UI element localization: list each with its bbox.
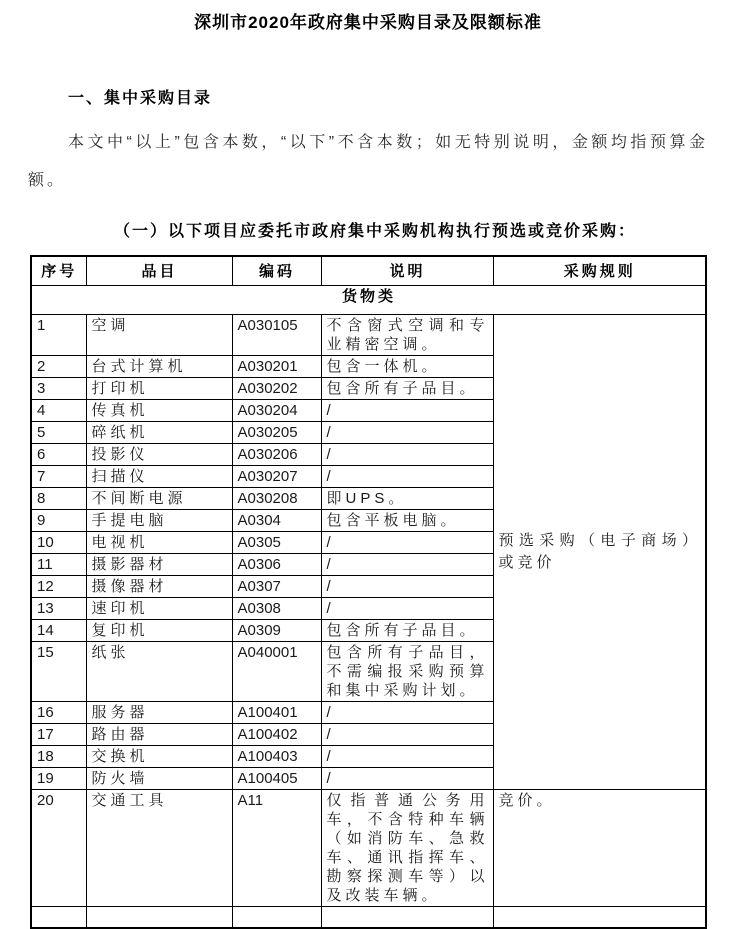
cell-description: 包含一体机。 [321, 356, 493, 378]
cell-serial-number: 5 [31, 422, 86, 444]
cell-item-code: A030205 [232, 422, 321, 444]
column-header-desc: 说明 [321, 256, 493, 286]
category-row [31, 286, 706, 315]
intro-paragraph: 本文中“以上”包含本数，“以下”不含本数；如无特别说明，金额均指预算金额。 [28, 134, 708, 189]
cell-description: 不含窗式空调和专业精密空调。 [321, 315, 493, 356]
cell-empty [86, 907, 232, 929]
cell-serial-number: 20 [31, 790, 86, 907]
cell-description: 包含平板电脑。 [321, 510, 493, 532]
cell-item-code: A030208 [232, 488, 321, 510]
cell-serial-number: 15 [31, 642, 86, 702]
cell-item-code: A0308 [232, 598, 321, 620]
subsection-heading: （一）以下项目应委托市政府集中采购机构执行预选或竞价采购： [114, 223, 637, 240]
cell-item-code: A030202 [232, 378, 321, 400]
cell-item-name: 防火墙 [86, 768, 232, 790]
cell-description: / [321, 554, 493, 576]
column-header-code: 编码 [232, 256, 321, 286]
cell-serial-number: 4 [31, 400, 86, 422]
cell-serial-number: 14 [31, 620, 86, 642]
cell-item-name: 传真机 [86, 400, 232, 422]
cell-item-code: A040001 [232, 642, 321, 702]
cell-item-name: 台式计算机 [86, 356, 232, 378]
column-header-rule: 采购规则 [493, 256, 706, 286]
cell-empty [31, 907, 86, 929]
cell-description: 即UPS。 [321, 488, 493, 510]
cell-description: 包含所有子品目。 [321, 378, 493, 400]
cell-serial-number: 12 [31, 576, 86, 598]
cell-serial-number: 1 [31, 315, 86, 356]
cell-item-code: A030201 [232, 356, 321, 378]
cell-item-name: 摄影器材 [86, 554, 232, 576]
cell-item-name: 手提电脑 [86, 510, 232, 532]
cell-item-name: 摄像器材 [86, 576, 232, 598]
cell-item-code: A030105 [232, 315, 321, 356]
cell-item-name: 电视机 [86, 532, 232, 554]
cell-item-code: A100405 [232, 768, 321, 790]
cell-empty [321, 907, 493, 929]
cell-serial-number: 18 [31, 746, 86, 768]
cell-description: / [321, 702, 493, 724]
cell-item-name: 打印机 [86, 378, 232, 400]
cell-serial-number: 3 [31, 378, 86, 400]
section-heading: 一、集中采购目录 [68, 90, 213, 107]
cell-description: 仅指普通公务用车，不含特种车辆（如消防车、急救车、通讯指挥车、勘察探测车等）以及改装车辆。 [321, 790, 493, 907]
cell-item-code: A100401 [232, 702, 321, 724]
cell-item-name: 服务器 [86, 702, 232, 724]
cell-item-code: A030204 [232, 400, 321, 422]
cell-item-code: A0309 [232, 620, 321, 642]
cell-item-code: A100403 [232, 746, 321, 768]
cell-empty [493, 907, 706, 929]
cell-serial-number: 2 [31, 356, 86, 378]
cell-item-code: A11 [232, 790, 321, 907]
cell-description: / [321, 466, 493, 488]
cell-serial-number: 8 [31, 488, 86, 510]
cell-serial-number: 9 [31, 510, 86, 532]
cell-item-name: 交换机 [86, 746, 232, 768]
cell-item-name: 路由器 [86, 724, 232, 746]
cell-serial-number: 11 [31, 554, 86, 576]
cell-item-name: 空调 [86, 315, 232, 356]
category-label: 货物类 [31, 286, 706, 315]
table-row [31, 315, 706, 356]
cell-item-code: A0306 [232, 554, 321, 576]
cell-item-code: A0307 [232, 576, 321, 598]
table-body [31, 286, 706, 929]
cell-item-code: A100402 [232, 724, 321, 746]
cell-item-name: 速印机 [86, 598, 232, 620]
cell-serial-number: 17 [31, 724, 86, 746]
cell-serial-number: 6 [31, 444, 86, 466]
cell-item-name: 碎纸机 [86, 422, 232, 444]
document-page [0, 8, 736, 929]
column-header-item: 品目 [86, 256, 232, 286]
cell-item-name: 复印机 [86, 620, 232, 642]
cell-item-code: A030207 [232, 466, 321, 488]
partial-next-row [31, 907, 706, 929]
document-title: 深圳市2020年政府集中采购目录及限额标准 [194, 13, 542, 32]
cell-description: / [321, 746, 493, 768]
cell-description: / [321, 444, 493, 466]
cell-item-name: 纸张 [86, 642, 232, 702]
cell-serial-number: 16 [31, 702, 86, 724]
table-header-row [31, 256, 706, 286]
cell-description: 包含所有子品目，不需编报采购预算和集中采购计划。 [321, 642, 493, 702]
cell-item-name: 投影仪 [86, 444, 232, 466]
cell-item-code: A0305 [232, 532, 321, 554]
cell-item-code: A0304 [232, 510, 321, 532]
cell-item-name: 不间断电源 [86, 488, 232, 510]
cell-rule-merged: 预选采购（电子商场）或竞价 [493, 315, 706, 790]
cell-item-name: 交通工具 [86, 790, 232, 907]
cell-serial-number: 10 [31, 532, 86, 554]
cell-serial-number: 13 [31, 598, 86, 620]
cell-description: 包含所有子品目。 [321, 620, 493, 642]
cell-description: / [321, 422, 493, 444]
cell-rule: 竞价。 [493, 790, 706, 907]
cell-description: / [321, 400, 493, 422]
cell-item-name: 扫描仪 [86, 466, 232, 488]
cell-description: / [321, 598, 493, 620]
cell-item-code: A030206 [232, 444, 321, 466]
table-row [31, 790, 706, 907]
cell-serial-number: 7 [31, 466, 86, 488]
cell-description: / [321, 724, 493, 746]
cell-empty [232, 907, 321, 929]
cell-description: / [321, 532, 493, 554]
cell-description: / [321, 768, 493, 790]
cell-description: / [321, 576, 493, 598]
column-header-no: 序号 [31, 256, 86, 286]
cell-serial-number: 19 [31, 768, 86, 790]
procurement-table [30, 255, 707, 929]
